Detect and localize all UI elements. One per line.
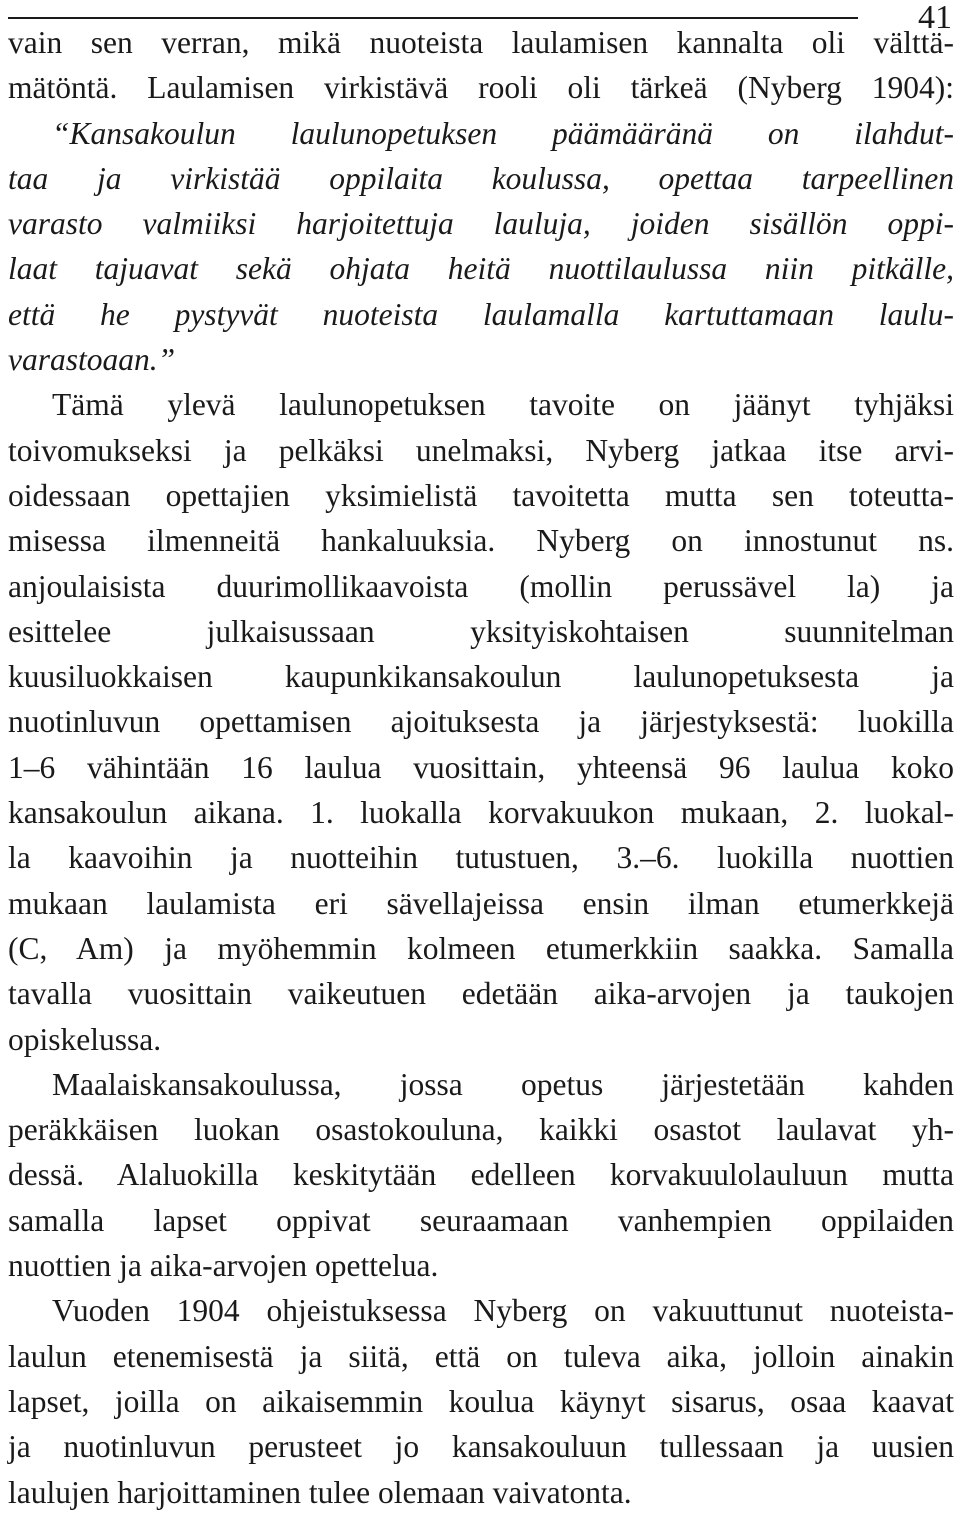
text-line: anjoulaisista duurimollikaavoista (mollin perussävel la) ja	[8, 568, 954, 604]
text-line: että he pystyvät nuoteista laulamalla kartuttamaan laulu-	[8, 296, 954, 332]
page-number: 41	[918, 0, 952, 36]
text-line: nuottien ja aika-arvojen opettelua.	[8, 1248, 439, 1284]
text-line: oidessaan opettajien yksimielistä tavoitetta mutta sen toteutta-	[8, 477, 954, 513]
text-line: mätöntä. Laulamisen virkistävä rooli oli tärkeä (Nyberg 1904):	[8, 70, 954, 106]
text-line: lapset, joilla on aikaisemmin koulua käynyt sisarus, osaa kaavat	[8, 1383, 954, 1419]
text-line: Tämä ylevä laulunopetuksen tavoite on jäänyt tyhjäksi	[52, 387, 954, 423]
body-text	[8, 20, 954, 1515]
text-line: (C, Am) ja myöhemmin kolmeen etumerkkiin saakka. Samalla	[8, 930, 954, 966]
text-line: kuusiluokkaisen kaupunkikansakoulun laulunopetuksesta ja	[8, 659, 954, 695]
text-line: varastoaan.”	[8, 342, 176, 378]
text-line: esittelee julkaisussaan yksityiskohtaisen suunnitelman	[8, 613, 954, 649]
text-line: toivomukseksi ja pelkäksi unelmaksi, Nyberg jatkaa itse arvi-	[8, 432, 954, 468]
text-line: laat tajuavat sekä ohjata heitä nuottilaulussa niin pitkälle,	[8, 251, 954, 287]
text-line: misessa ilmenneitä hankaluuksia. Nyberg on innostunut ns.	[8, 523, 954, 559]
text-line: tavalla vuosittain vaikeutuen edetään aika-arvojen ja taukojen	[8, 976, 954, 1012]
text-line: samalla lapset oppivat seuraamaan vanhempien oppilaiden	[8, 1202, 954, 1238]
text-line: nuotinluvun opettamisen ajoituksesta ja järjestyksestä: luokilla	[8, 704, 954, 740]
text-line: opiskelussa.	[8, 1021, 162, 1057]
text-line: Maalaiskansakoulussa, jossa opetus järjestetään kahden	[52, 1066, 954, 1102]
text-line: laulun etenemisestä ja siitä, että on tuleva aika, jolloin ainakin	[8, 1338, 954, 1374]
text-line: kansakoulun aikana. 1. luokalla korvakuukon mukaan, 2. luokal-	[8, 795, 954, 831]
text-line: ja nuotinluvun perusteet jo kansakouluun tullessaan ja uusien	[8, 1429, 954, 1465]
text-line: mukaan laulamista eri sävellajeissa ensin ilman etumerkkejä	[8, 885, 954, 921]
text-line: la kaavoihin ja nuotteihin tutustuen, 3.–6. luokilla nuottien	[8, 840, 954, 876]
text-line: peräkkäisen luokan osastokouluna, kaikki osastot laulavat yh-	[8, 1112, 954, 1148]
text-line: laulujen harjoittaminen tulee olemaan vaivatonta.	[8, 1474, 632, 1510]
text-line: 1–6 vähintään 16 laulua vuosittain, yhteensä 96 laulua koko	[8, 749, 954, 785]
text-line: “Kansakoulun laulunopetuksen päämääränä on ilahdut-	[52, 115, 954, 151]
text-line: varasto valmiiksi harjoitettuja lauluja, joiden sisällön oppi-	[8, 206, 954, 242]
text-line: taa ja virkistää oppilaita koulussa, opettaa tarpeellinen	[8, 160, 954, 196]
text-line: Vuoden 1904 ohjeistuksessa Nyberg on vakuuttunut nuoteista-	[52, 1293, 954, 1329]
text-line: dessä. Alaluokilla keskitytään edelleen korvakuulolauluun mutta	[8, 1157, 954, 1193]
header-rule	[8, 17, 858, 19]
text-line: vain sen verran, mikä nuoteista laulamisen kannalta oli välttä-	[8, 25, 954, 60]
